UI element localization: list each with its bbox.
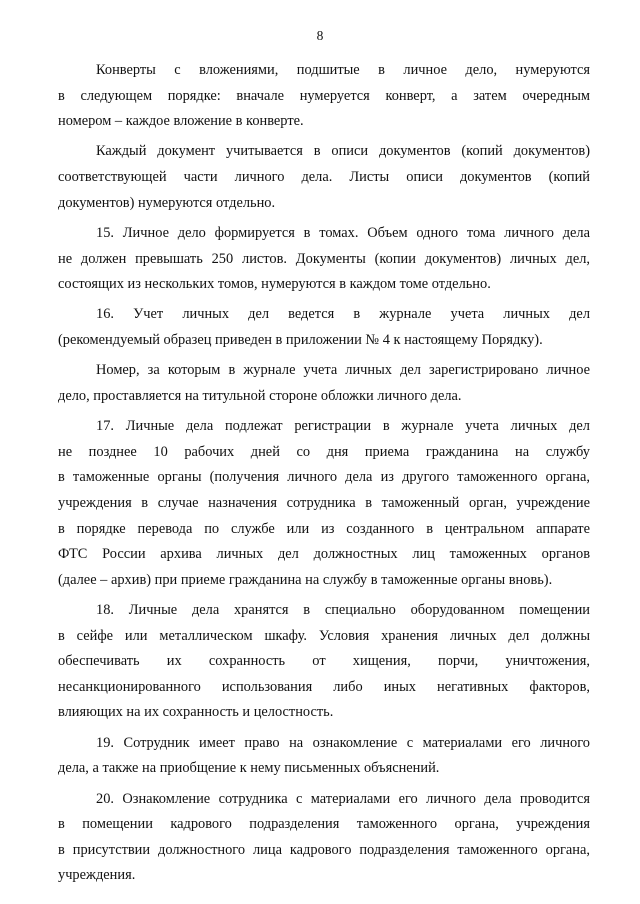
paragraph-line: несанкционированного использования либо иных негативных факторов, xyxy=(58,678,590,695)
paragraph-line: состоящих из нескольких томов, нумеруются в каждом томе отдельно. xyxy=(58,276,491,293)
page-number: 8 xyxy=(316,28,324,43)
paragraph-line: 18. Личные дела хранятся в специально оборудованном помещении xyxy=(96,602,590,618)
paragraph-item-18 xyxy=(58,598,590,726)
paragraph-item-15 xyxy=(58,221,590,298)
paragraph-item-20 xyxy=(58,787,590,889)
paragraph-line: 19. Сотрудник имеет право на ознакомление с материалами его личного xyxy=(96,734,590,751)
document-body xyxy=(58,58,590,894)
paragraph-item-17 xyxy=(58,414,590,593)
paragraph-line: 20. Ознакомление сотрудника с материалами его личного дела проводится xyxy=(96,790,590,807)
paragraph-document-inventory xyxy=(58,139,590,216)
paragraph-line: в следующем порядке: вначале нумеруется конверт, а затем очередным xyxy=(58,87,590,104)
paragraph-line: (рекомендуемый образец приведен в приложении № 4 к настоящему Порядку). xyxy=(58,332,543,348)
paragraph-line: 15. Личное дело формируется в томах. Объем одного тома личного дела xyxy=(96,224,590,241)
paragraph-line: 17. Личные дела подлежат регистрации в журнале учета личных дел xyxy=(96,418,590,435)
paragraph-line: учреждения в случае назначения сотрудника в таможенный орган, учреждение xyxy=(58,494,590,511)
paragraph-line: не позднее 10 рабочих дней со дня приема гражданина на службу xyxy=(58,443,590,460)
paragraph-line: обеспечивать их сохранность от хищения, порчи, уничтожения, xyxy=(58,653,590,670)
paragraph-line: не должен превышать 250 листов. Документы (копии документов) личных дел, xyxy=(58,250,590,267)
paragraph-line: номером – каждое вложение в конверте. xyxy=(58,113,304,130)
paragraph-envelopes xyxy=(58,58,590,135)
paragraph-line: соответствующей части личного дела. Листы описи документов (копий xyxy=(58,169,590,186)
paragraph-line: Каждый документ учитывается в описи документов (копий документов) xyxy=(96,143,590,160)
paragraph-line: документов) нумеруются отдельно. xyxy=(58,194,276,211)
paragraph-registration-number xyxy=(58,358,590,409)
paragraph-line: Номер, за которым в журнале учета личных дел зарегистрировано личное xyxy=(96,362,590,379)
paragraph-line: 16. Учет личных дел ведется в журнале учета личных дел xyxy=(96,306,590,323)
paragraph-line: учреждения. xyxy=(58,867,136,884)
paragraph-line: в присутствии должностного лица кадрового подразделения таможенного органа, xyxy=(58,841,590,858)
paragraph-item-16 xyxy=(58,302,590,353)
paragraph-line: в таможенные органы (получения личного дела из другого таможенного органа, xyxy=(58,469,590,486)
paragraph-line: влияющих на их сохранность и целостность. xyxy=(58,704,334,721)
paragraph-item-19 xyxy=(58,731,590,782)
paragraph-line: Конверты с вложениями, подшитые в личное дело, нумеруются xyxy=(96,62,590,78)
paragraph-line: в сейфе или металлическом шкафу. Условия хранения личных дел должны xyxy=(58,627,590,644)
paragraph-line: ФТС России архива личных дел должностных лиц таможенных органов xyxy=(58,546,590,563)
paragraph-line: в помещении кадрового подразделения таможенного органа, учреждения xyxy=(58,816,590,833)
paragraph-line: в порядке перевода по службе или из созданного в центральном аппарате xyxy=(58,520,590,537)
paragraph-line: дела, а также на приобщение к нему письменных объяснений. xyxy=(58,760,440,777)
paragraph-line: дело, проставляется на титульной стороне обложки личного дела. xyxy=(58,387,462,404)
paragraph-line: (далее – архив) при приеме гражданина на службу в таможенные органы вновь). xyxy=(58,571,553,588)
